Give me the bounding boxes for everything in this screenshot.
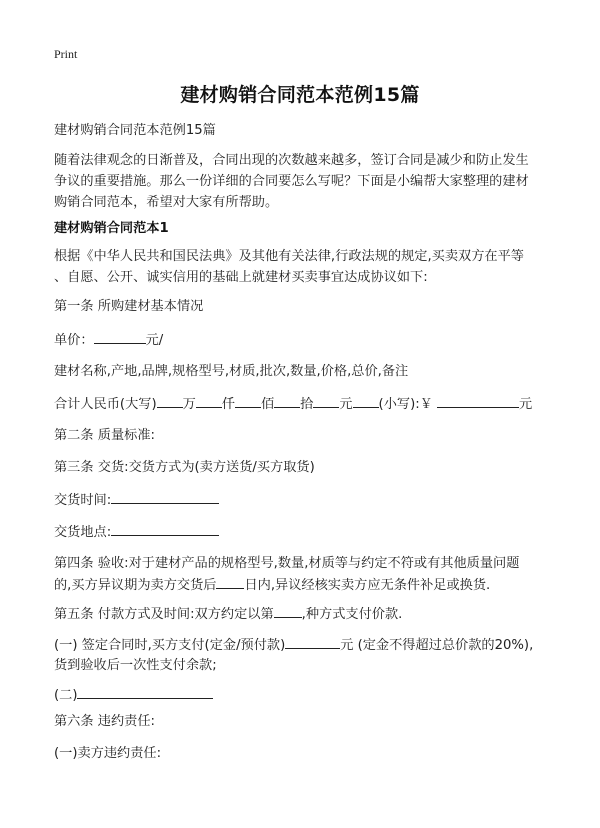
unit-wan: 万	[182, 397, 196, 412]
delivery-place-label: 交货地点:	[54, 525, 112, 540]
section-heading: 建材购销合同范本1	[54, 221, 169, 236]
intro-line-1: 随着法律观念的日渐普及，合同出现的次数越来越多，签订合同是减少和防止发生	[54, 153, 529, 168]
total-blank[interactable]	[157, 393, 183, 408]
intro-line-3: 购销合同范本，希望对大家有所帮助。	[54, 195, 279, 210]
article-4-prefix: 的,买方异议期为卖方交货后	[54, 578, 217, 593]
total-label: 合计人民币(大写)	[54, 397, 157, 412]
article-5-prefix: 第五条 付款方式及时间:双方约定以第	[54, 607, 274, 622]
total-small-label: (小写):￥	[378, 397, 433, 412]
delivery-time-label: 交货时间:	[54, 493, 112, 508]
document-subtitle: 建材购销合同范本范例15篇	[54, 123, 216, 138]
article-4-line-2	[54, 574, 554, 596]
seller-liability: (一)卖方违约责任:	[54, 746, 162, 761]
payment-1-prefix: (一) 签定合同时,买方支付(定金/预付款)	[54, 638, 286, 653]
total-blank[interactable]	[353, 393, 379, 408]
article-3: 第三条 交货:交货方式为(卖方送货/买方取货)	[54, 460, 315, 475]
unit-price-blank[interactable]	[94, 329, 146, 344]
days-blank[interactable]	[216, 574, 244, 589]
article-1: 第一条 所购建材基本情况	[54, 299, 204, 314]
payment-2-label: (二)	[54, 688, 78, 703]
total-small-suffix: 元	[519, 397, 533, 412]
payment-2-line	[54, 684, 554, 706]
unit-price-suffix: 元/	[145, 333, 164, 348]
total-blank[interactable]	[235, 393, 261, 408]
unit-qian: 仟	[221, 397, 235, 412]
article-4-suffix: 日内,异议经核实卖方应无条件补足或换货.	[244, 578, 491, 593]
delivery-place-blank[interactable]	[111, 521, 219, 536]
total-blank[interactable]	[274, 393, 300, 408]
article-5	[54, 603, 554, 625]
unit-bai: 佰	[260, 397, 275, 412]
print-label: Print	[54, 47, 78, 61]
delivery-time-blank[interactable]	[111, 489, 219, 504]
article-4-line-1: 第四条 验收:对于建材产品的规格型号,数量,材质等与约定不符或有其他质量问题	[54, 556, 520, 571]
article-2: 第二条 质量标准:	[54, 428, 155, 443]
unit-price-label: 单价：	[54, 333, 94, 348]
columns-line: 建材名称,产地,品牌,规格型号,材质,批次,数量,价格,总价,备注	[54, 364, 409, 379]
total-blank[interactable]	[313, 393, 339, 408]
unit-yuan: 元	[339, 397, 353, 412]
total-small-blank[interactable]	[437, 393, 519, 408]
delivery-place-line	[54, 521, 554, 543]
payment-1-line-2: 货到验收后一次性支付余款;	[54, 658, 217, 673]
total-blank[interactable]	[196, 393, 222, 408]
document-title: 建材购销合同范本范例15篇	[180, 84, 420, 106]
unit-shi: 拾	[300, 397, 314, 412]
article-5-suffix: ,种方式支付价款.	[301, 607, 403, 622]
payment-2-blank[interactable]	[77, 684, 213, 699]
method-blank[interactable]	[274, 603, 302, 618]
preamble-line-1: 根据《中华人民共和国民法典》及其他有关法律,行政法规的规定,买卖双方在平等	[54, 249, 524, 264]
payment-1-line-1	[54, 634, 554, 656]
delivery-time-line	[54, 489, 554, 511]
deposit-blank[interactable]	[285, 634, 340, 649]
total-line	[54, 393, 554, 415]
unit-price-line	[54, 329, 554, 351]
preamble-line-2: 、自愿、公开、诚实信用的基础上就建材买卖事宜达成协议如下:	[54, 270, 428, 285]
intro-line-2: 争议的重要措施。那么一份详细的合同要怎么写呢？下面是小编帮大家整理的建材	[54, 174, 529, 189]
article-6: 第六条 违约责任:	[54, 714, 155, 729]
payment-1-suffix: 元 (定金不得超过总价款的20%),	[340, 638, 534, 653]
